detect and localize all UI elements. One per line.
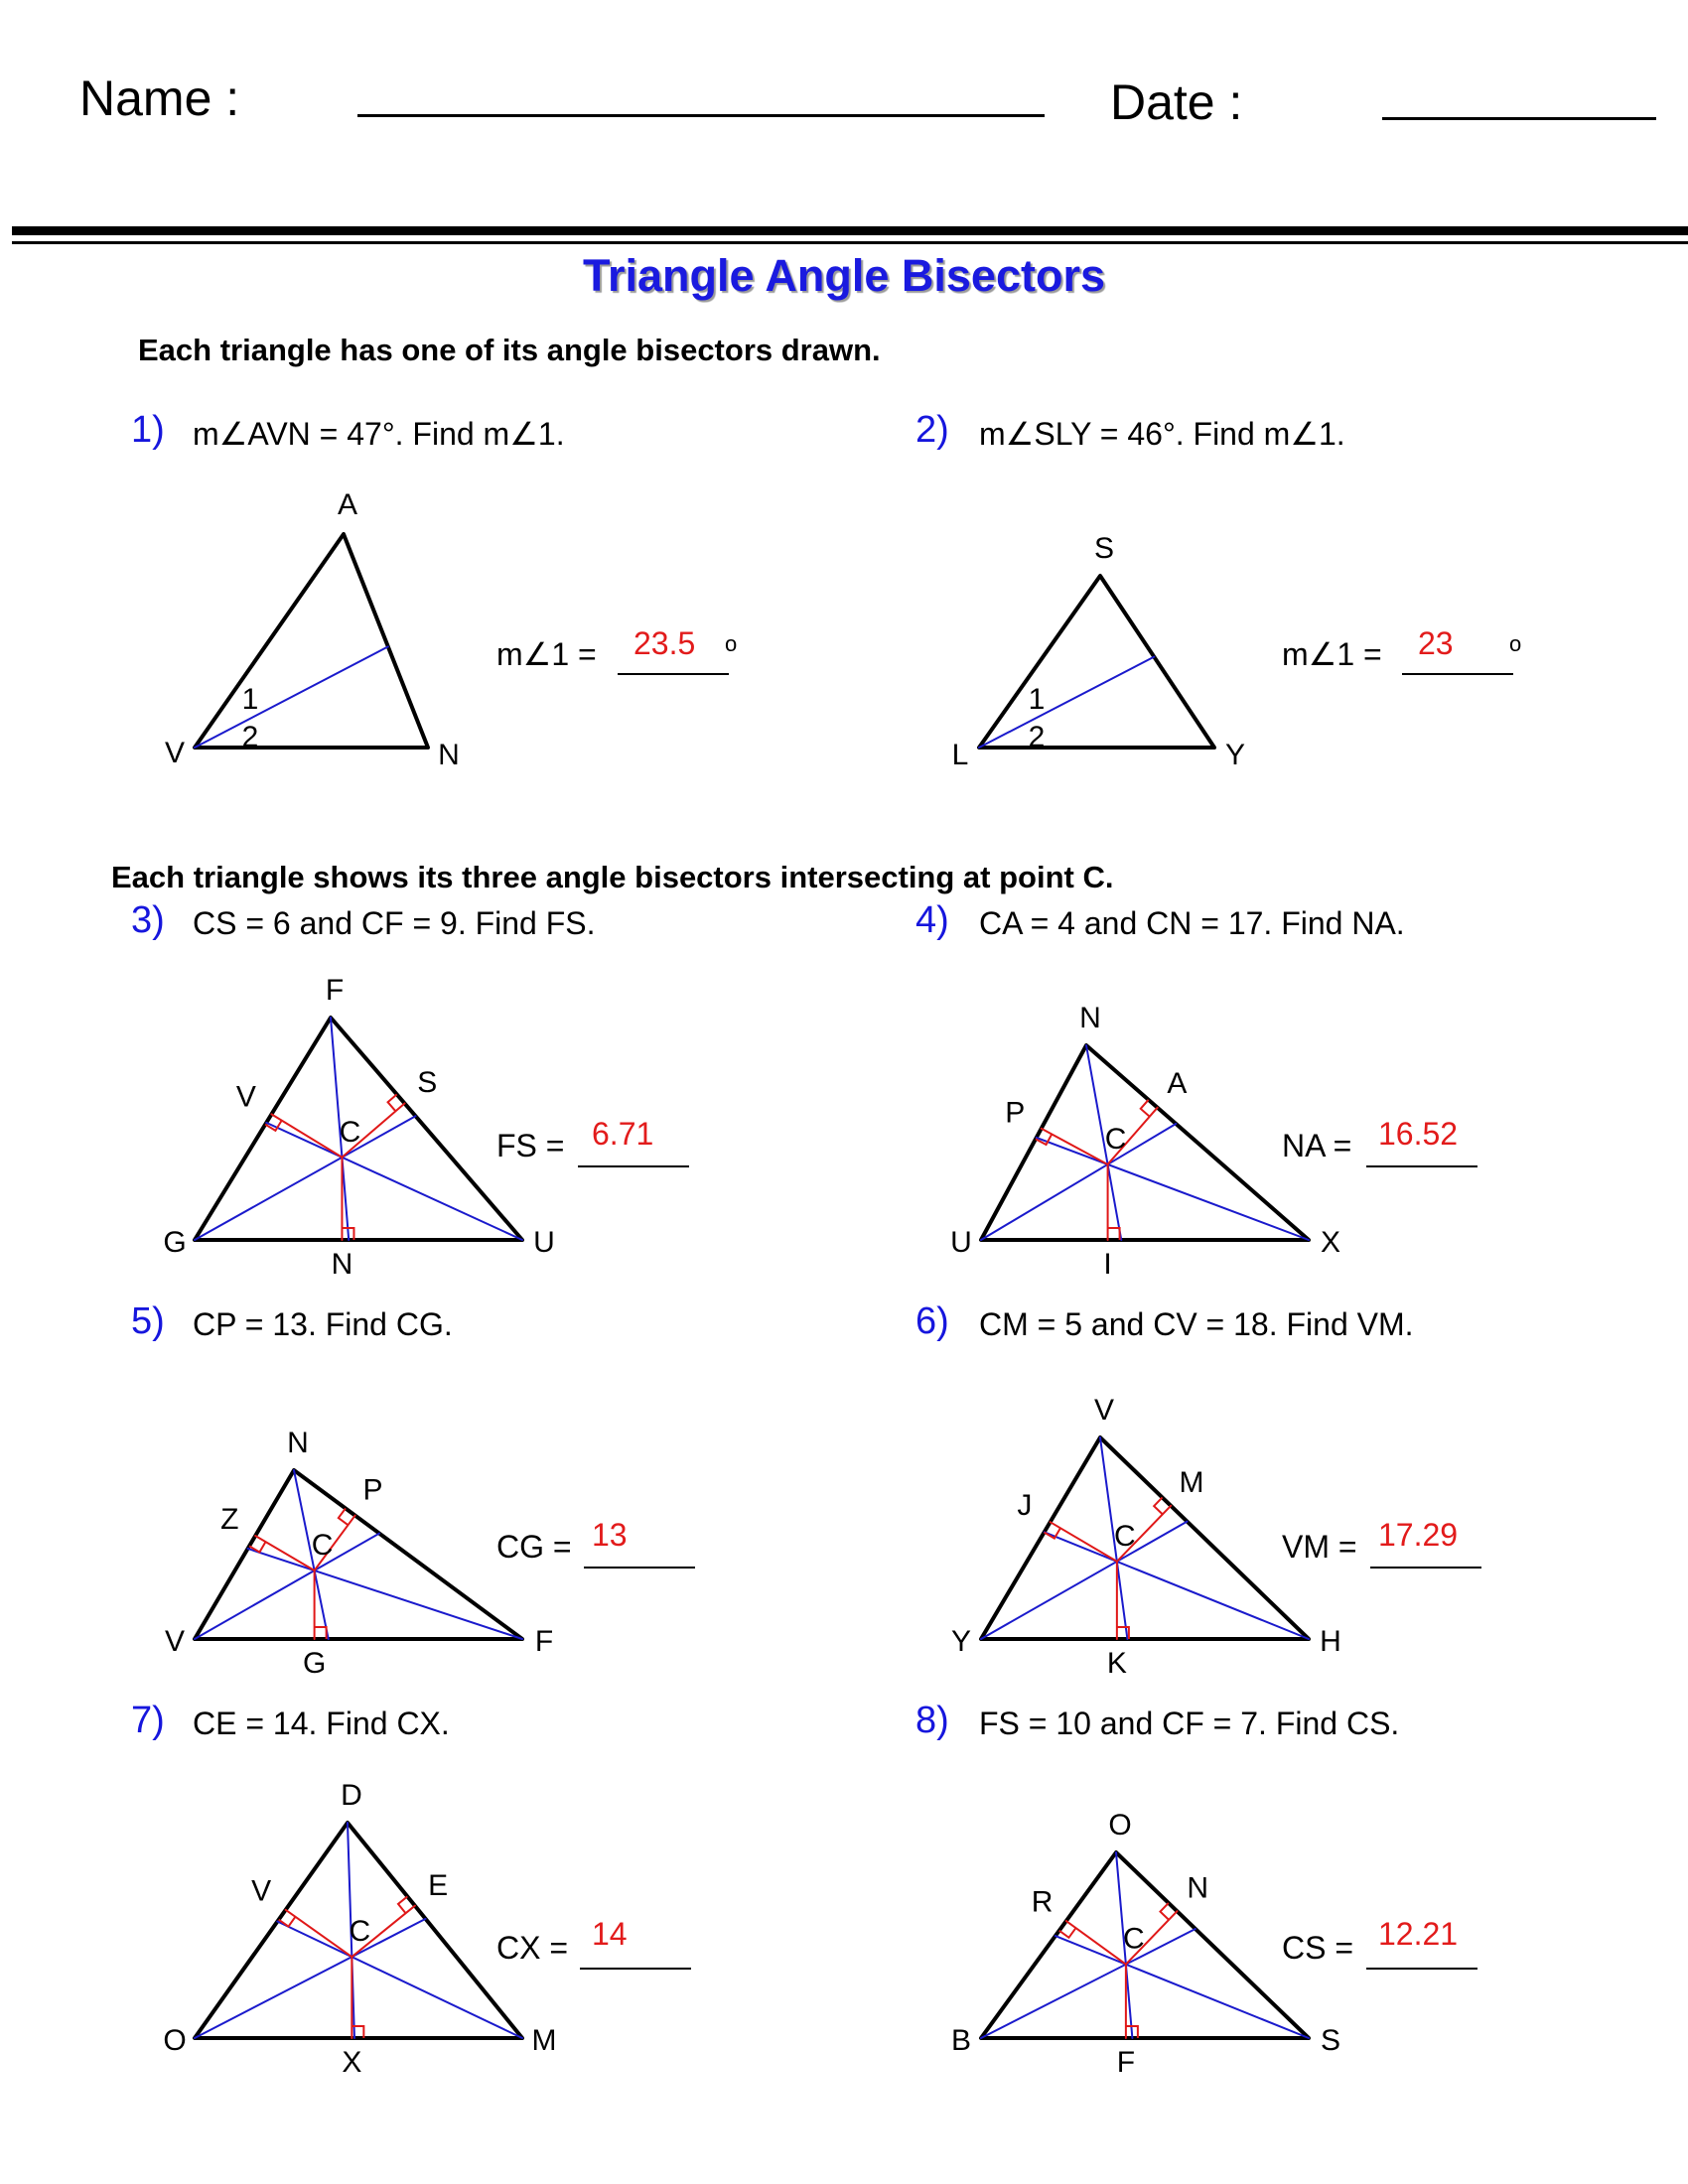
problem-5-triangle <box>195 1470 522 1639</box>
problem-6-foot-left-label: J <box>1017 1488 1033 1522</box>
problem-6-foot-bottom-label: K <box>1106 1647 1127 1680</box>
problem-8-right-angle-right <box>1160 1903 1169 1920</box>
problem-7-question: CE = 14. Find CX. <box>193 1706 450 1741</box>
problem-7-vertex-left-label: O <box>163 2024 187 2057</box>
problem-5-vertex-left-label: V <box>164 1625 186 1658</box>
problem-4-foot-bottom-label: I <box>1103 1248 1112 1281</box>
problem-3-vertex-left-label: G <box>163 1226 187 1259</box>
problem-5-foot-left-label: Z <box>220 1502 239 1536</box>
problem-7-answer: 14 <box>592 1916 628 1952</box>
problem-3-bisector-right <box>266 1123 522 1240</box>
problem-4-vertex-left-label: U <box>950 1226 972 1259</box>
problem-5-bisector-left <box>195 1534 379 1639</box>
problem-6-incenter-label: C <box>1114 1519 1136 1553</box>
problem-4-foot-right-label: A <box>1167 1067 1188 1101</box>
problem-4-vertex-right-label: X <box>1320 1226 1341 1259</box>
problem-4-bisector-right <box>1037 1138 1309 1240</box>
problem-3-vertex-right-label: U <box>533 1226 555 1259</box>
problem-8-bisector-left <box>981 1929 1196 2038</box>
problem-6-bisector-right <box>1045 1532 1309 1639</box>
problem-6-vertex-top-label: V <box>1093 1394 1115 1427</box>
problem-1-vertex-left-label: V <box>164 737 186 769</box>
problem-8-answer-label: CS = <box>1282 1930 1354 1966</box>
problem-1-vertex-right-label: N <box>438 739 460 771</box>
problem-6-bisector-left <box>981 1519 1188 1639</box>
problem-2-vertex-left-label: L <box>951 739 969 771</box>
problem-6-number: 6) <box>915 1300 949 1342</box>
problem-6-answer-label: VM = <box>1282 1529 1357 1565</box>
problem-5-answer: 13 <box>592 1517 628 1553</box>
problem-3-foot-bottom-label: N <box>331 1248 353 1281</box>
problem-1-angle-2-label: 2 <box>241 721 259 753</box>
name-label: Name : <box>79 70 240 126</box>
problem-1-vertex-top-label: A <box>337 488 358 521</box>
problem-7-bisector-right <box>277 1921 522 2038</box>
problem-1-number: 1) <box>131 409 165 451</box>
problem-3-foot-left-label: V <box>235 1080 256 1114</box>
problem-4-answer-label: NA = <box>1282 1128 1352 1163</box>
problem-2-vertex-right-label: Y <box>1224 739 1246 771</box>
problem-3-vertex-top-label: F <box>325 974 345 1007</box>
problem-3-answer-label: FS = <box>496 1128 565 1163</box>
problem-4-right-angle-right <box>1141 1100 1150 1117</box>
problem-6-question: CM = 5 and CV = 18. Find VM. <box>979 1306 1414 1342</box>
problem-7-foot-bottom-label: X <box>342 2046 362 2079</box>
problem-3-right-angle-right <box>388 1094 397 1111</box>
problem-6-vertex-left-label: Y <box>950 1625 972 1658</box>
problem-7-vertex-top-label: D <box>341 1779 362 1812</box>
problem-8-foot-bottom-label: F <box>1116 2046 1136 2079</box>
problem-2-triangle <box>979 576 1214 748</box>
page-title: Triangle Angle Bisectors <box>583 250 1105 301</box>
problem-7-right-angle-right <box>398 1896 407 1913</box>
problem-8-question: FS = 10 and CF = 7. Find CS. <box>979 1706 1400 1741</box>
date-label: Date : <box>1110 74 1243 130</box>
problem-8-number: 8) <box>915 1700 949 1741</box>
problem-2-degree-unit: o <box>1509 631 1522 656</box>
problem-4-answer: 16.52 <box>1378 1116 1459 1152</box>
problem-8-bisector-right <box>1055 1936 1309 2038</box>
problem-4-question: CA = 4 and CN = 17. Find NA. <box>979 905 1405 941</box>
instructions-part1: Each triangle has one of its angle bisectors drawn. <box>138 333 881 367</box>
problem-6-right-angle-right <box>1154 1497 1163 1514</box>
problem-6-foot-right-label: M <box>1179 1466 1204 1500</box>
problem-6-vertex-right-label: H <box>1320 1625 1341 1658</box>
problem-6-answer: 17.29 <box>1378 1517 1459 1553</box>
instructions-part2: Each triangle shows its three angle bisectors intersecting at point C. <box>111 860 1114 894</box>
problem-8-incenter-label: C <box>1123 1922 1145 1956</box>
problem-5-answer-label: CG = <box>496 1529 572 1565</box>
problem-2-angle-1-label: 1 <box>1028 683 1046 716</box>
problem-8-vertex-right-label: S <box>1320 2024 1341 2057</box>
problem-4-foot-left-label: P <box>1005 1096 1026 1130</box>
problem-7-answer-label: CX = <box>496 1930 569 1966</box>
problem-6-triangle <box>981 1437 1309 1639</box>
problem-1-question: m∠AVN = 47°. Find m∠1. <box>193 416 565 452</box>
problem-5-vertex-top-label: N <box>287 1427 309 1459</box>
problem-1-angle-1-label: 1 <box>241 683 259 716</box>
problem-3-incenter-label: C <box>339 1115 361 1149</box>
problem-8-answer: 12.21 <box>1378 1916 1459 1952</box>
problem-3-number: 3) <box>131 899 165 941</box>
problem-4-number: 4) <box>915 899 949 941</box>
problem-3-question: CS = 6 and CF = 9. Find FS. <box>193 905 596 941</box>
problem-3-foot-right-label: S <box>417 1065 438 1099</box>
problem-3-perpendicular-left <box>271 1114 342 1157</box>
problem-1-answer-label: m∠1 = <box>496 636 597 672</box>
problem-5-foot-right-label: P <box>362 1473 383 1507</box>
problem-4-vertex-top-label: N <box>1079 1002 1101 1034</box>
problem-5-incenter-label: C <box>311 1529 334 1563</box>
problem-2-number: 2) <box>915 409 949 451</box>
problem-5-bisector-right <box>248 1549 522 1639</box>
problem-8-vertex-left-label: B <box>950 2024 972 2057</box>
problem-2-question: m∠SLY = 46°. Find m∠1. <box>979 416 1345 452</box>
problem-7-foot-left-label: V <box>251 1874 272 1908</box>
problem-7-foot-right-label: E <box>428 1868 449 1902</box>
problem-3-answer: 6.71 <box>592 1116 654 1152</box>
problem-1-degree-unit: o <box>725 631 738 656</box>
problem-8-foot-right-label: N <box>1187 1871 1209 1905</box>
problem-2-bisector <box>979 657 1154 748</box>
problem-2-answer-label: m∠1 = <box>1282 636 1382 672</box>
problem-7-vertex-right-label: M <box>531 2024 557 2057</box>
problem-5-question: CP = 13. Find CG. <box>193 1306 453 1342</box>
problem-2-angle-2-label: 2 <box>1028 721 1046 753</box>
problem-7-number: 7) <box>131 1700 165 1741</box>
problem-2-answer: 23 <box>1418 625 1454 661</box>
problem-4-incenter-label: C <box>1104 1122 1127 1156</box>
problem-1-triangle <box>195 534 428 748</box>
problem-5-foot-bottom-label: G <box>302 1647 327 1680</box>
problem-1-bisector <box>195 646 388 748</box>
problem-2-vertex-top-label: S <box>1093 532 1115 565</box>
problem-7-incenter-label: C <box>349 1915 371 1949</box>
problem-5-number: 5) <box>131 1300 165 1342</box>
problem-5-vertex-right-label: F <box>534 1625 554 1658</box>
problem-8-vertex-top-label: O <box>1108 1809 1132 1842</box>
problem-8-foot-left-label: R <box>1031 1885 1054 1919</box>
problem-1-answer: 23.5 <box>633 625 696 661</box>
